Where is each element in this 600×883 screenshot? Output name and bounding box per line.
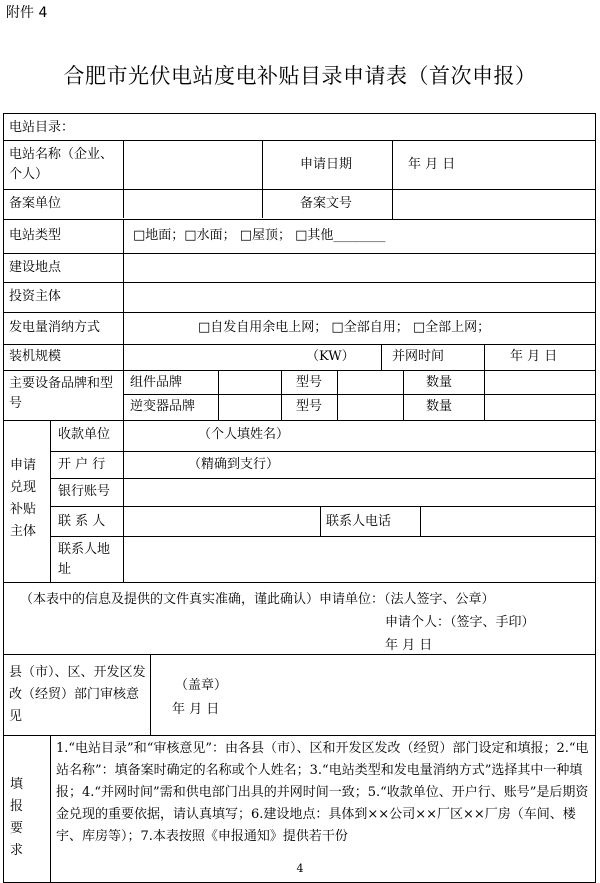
attachment-label: 附件 4	[6, 5, 48, 21]
module-quantity-label: 数量	[426, 375, 453, 390]
review-label: 县（市）、区、开发区发改（经贸）部门审核意见	[9, 665, 146, 724]
capacity-unit: （KW）	[306, 349, 355, 364]
inverter-quantity-label: 数量	[426, 399, 453, 414]
equipment-label: 主要设备品牌和型号	[9, 376, 114, 411]
applicant-signature: 申请个人：（签字、手印）	[385, 615, 535, 630]
review-seal: （盖章）	[175, 678, 228, 693]
payee-section-label: 申请兑现补贴主体	[10, 458, 37, 539]
module-brand-label: 组件品牌	[130, 375, 183, 390]
recipient-hint: （个人填姓名）	[198, 427, 290, 442]
investor-label: 投资主体	[9, 289, 62, 304]
contact-phone-label: 联系人电话	[326, 514, 392, 529]
inverter-model-label: 型号	[296, 399, 323, 414]
page-number: 4	[296, 862, 304, 875]
declaration-date: 年 月 日	[385, 638, 433, 653]
grid-time-label: 并网时间	[392, 349, 445, 364]
account-label: 银行账号	[58, 484, 111, 499]
contact-address-label: 联系人地址	[58, 542, 111, 577]
module-model-label: 型号	[296, 375, 323, 390]
bank-hint: （精确到支行）	[188, 457, 280, 472]
capacity-label: 装机规模	[9, 349, 62, 364]
apply-date-label: 申请日期	[300, 157, 353, 172]
recipient-label: 收款单位	[58, 427, 111, 442]
site-label: 建设地点	[9, 260, 62, 275]
grid-time-value: 年 月 日	[510, 349, 558, 364]
record-unit-label: 备案单位	[9, 196, 62, 211]
page-title: 合肥市光伏电站度电补贴目录申请表（首次申报）	[63, 64, 537, 88]
requirements-label: 填 报 要求	[10, 777, 26, 858]
station-catalog-label: 电站目录：	[9, 120, 75, 135]
contact-label: 联 系 人	[58, 514, 106, 529]
station-type-options[interactable]: □地面；□水面； □屋顶； □其他________	[133, 228, 386, 243]
consumption-options[interactable]: □自发自用余电上网； □全部自用； □全部上网；	[198, 320, 491, 335]
bank-label: 开 户 行	[58, 457, 106, 472]
station-type-label: 电站类型	[9, 228, 62, 243]
record-doc-no-label: 备案文号	[300, 196, 353, 211]
station-name-label: 电站名称（企业、个人）	[9, 147, 114, 182]
declaration-text: （本表中的信息及提供的文件真实准确，谨此确认）申请单位：（法人签字、公章）	[20, 592, 495, 607]
inverter-brand-label: 逆变器品牌	[130, 399, 196, 414]
apply-date-value: 年 月 日	[408, 157, 456, 172]
consumption-label: 发电量消纳方式	[9, 320, 101, 335]
requirements-text: 1.“电站目录”和“审核意见”：由各县（市）、区和开发区发改（经贸）部门设定和填报；2.“电站名称”：填备案时确定的名称或个人姓名；3.“电站类型和发电量消纳方式”选择其中一种填报；4.“并网时间”需和供电部门出具的并网时间一致；5.“收款单位、开户行、账号”是后期资金兑现的重要依据，请认真填写；6.建设地点：具体到××公司××厂区××厂房（车间、楼宇、库房等）；7.本表按照《申报通知》提供若干份	[56, 741, 589, 844]
review-date: 年 月 日	[172, 702, 220, 717]
